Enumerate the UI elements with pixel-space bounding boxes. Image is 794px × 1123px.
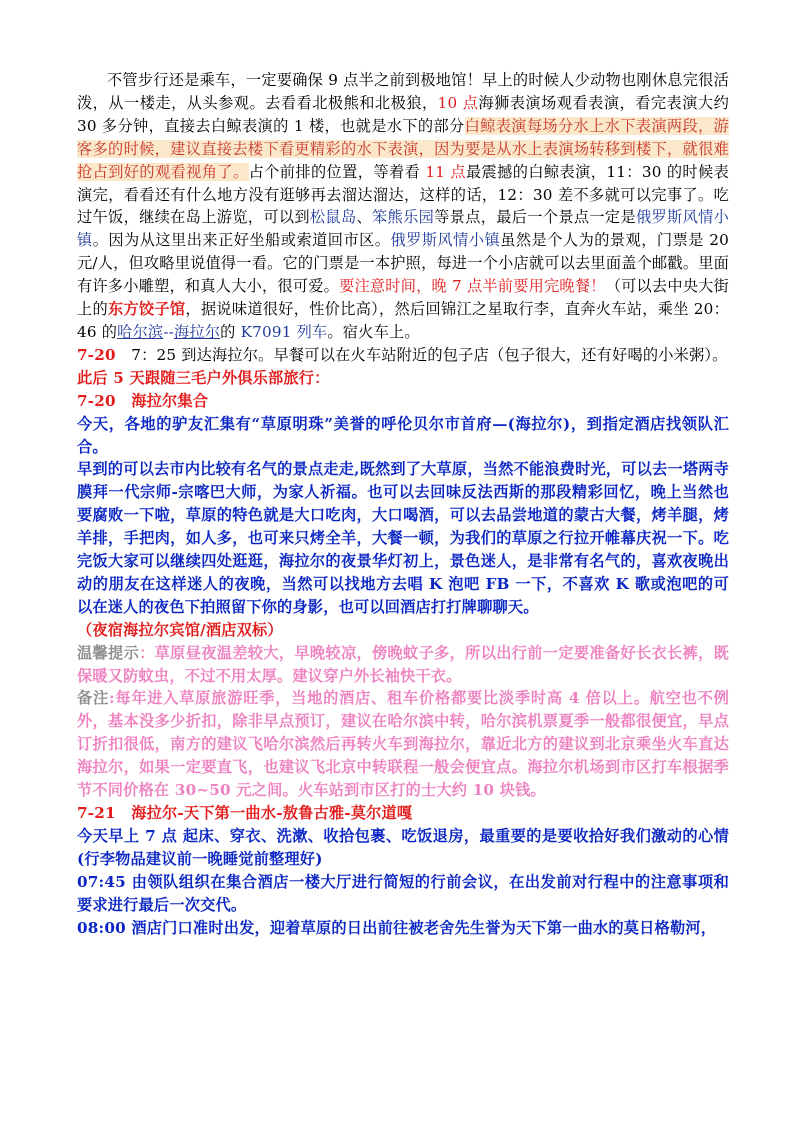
link-harbin[interactable]: 哈尔滨 xyxy=(117,322,164,341)
place-name: 笨熊乐园 xyxy=(372,208,435,227)
text: 由领队组织在集合酒店一楼大厅进行简短的行前会议，在出发前对行程中的注意事项和要求进行最后一次交代。 xyxy=(77,872,729,914)
train-number: K7091 列车 xyxy=(240,322,328,341)
day-title: 海拉尔集合 xyxy=(115,391,209,410)
document-page xyxy=(77,69,729,939)
text: -- xyxy=(163,322,174,341)
paragraph-gather: 今天，各地的驴友汇集有“草原明珠”美誉的呼伦贝尔市首府—(海拉尔)，到指定酒店找领队汇合。 xyxy=(77,414,729,456)
lodging-note: （夜宿海拉尔宾馆/酒店双标） xyxy=(77,620,283,639)
text: 、 xyxy=(356,208,373,227)
place-name: 俄罗斯风情小镇 xyxy=(77,208,730,250)
text: 的 xyxy=(220,322,241,341)
place-name: 俄罗斯风情小镇 xyxy=(390,231,501,250)
link-hailar[interactable]: 海拉尔 xyxy=(174,322,221,341)
day-heading xyxy=(77,390,729,413)
paragraph-morning: 今天早上 7 点 起床、穿衣、洗漱、收拾包裹、吃饭退房，最重要的是要收拾好我们激动的心情(行李物品建议前一晚睡觉前整理好) xyxy=(77,826,729,868)
text: 酒店门口准时出发，迎着草原的日出前往被老舍先生誉为天下第一曲水的莫日格勒河， xyxy=(125,918,717,937)
date-label: 7-20 xyxy=(77,391,116,410)
highlighted-tip: 白鲸表演每场分水上水下表演两段，游客多的时候，建议直接去楼下看更精彩的水下表演，因为要是从水上表演场转移到楼下，就很难抢占到好的观看视角了。 xyxy=(77,116,729,181)
paragraph-remark xyxy=(77,687,729,802)
paragraph-departure xyxy=(77,917,729,940)
time-highlight: 10 点 xyxy=(437,93,479,112)
time-highlight: 11 点 xyxy=(425,162,466,181)
text: 。因为从这里出来正好坐船或索道回市区。 xyxy=(92,231,391,250)
text: 7：25 到达海拉尔。早餐可以在火车站附近的包子店（包子很大，还有好喝的小米粥）。 xyxy=(115,345,728,364)
time-label: 07:45 xyxy=(77,872,126,891)
time-label: 08:00 xyxy=(77,918,126,937)
text: 最震撼的白鲸表演，11：30 的时候表演完，看看还有什么地方没有逛够再去溜达溜达，这样的话，12：30 差不多就可以完事了。吃过午饭，继续在岛上游览，可以到 xyxy=(77,162,729,227)
text: 虽然是个人为的景观，门票是 20 元/人，但攻略里说值得一看。它的门票是一本护照，每进一个小店就可以去里面盖个邮戳。里面有许多小雕塑，和真人大小，很可爱。 xyxy=(77,231,729,296)
paragraph-meeting xyxy=(77,871,729,917)
tip-label: 温馨提示 xyxy=(77,643,140,662)
text: ，据说味道很好，性价比高），然后回锦江之星取行李，直奔火车站，乘坐 20：46 的 xyxy=(77,300,730,341)
paragraph-arrival xyxy=(77,344,729,367)
text: 不管步行还是乘车，一定要确保 9 点半之前到极地馆！早上的时候人少动物也刚休息完很活泼，从一楼走，从头参观。去看看北极熊和北极狼， xyxy=(77,71,729,112)
remark-label: 备注 xyxy=(77,689,109,708)
text: （可以去中央大街上的 xyxy=(77,277,729,319)
section-heading: 此后 5 天跟随三毛户外俱乐部旅行： xyxy=(77,368,330,387)
day-heading xyxy=(77,802,729,825)
warning-text: 要注意时间，晚 7 点半前要用完晚餐！ xyxy=(339,277,606,296)
text: 海狮表演场观看表演，看完表演大约 30 多分钟，直接去白鲸表演的 1 楼，也就是水下的部分 xyxy=(77,93,729,135)
text: 占个前排的位置，等着看 xyxy=(248,162,426,181)
text: 等景点，最后一个景点一定是 xyxy=(434,208,636,227)
place-name: 松鼠岛 xyxy=(309,208,357,227)
paragraph-itinerary xyxy=(77,69,729,344)
paragraph-tip xyxy=(77,642,729,688)
restaurant-name: 东方饺子馆 xyxy=(107,300,186,319)
text: 。宿火车上。 xyxy=(327,322,420,341)
tip-text: ：草原昼夜温差较大，早晚较凉，傍晚蚊子多，所以出行前一定要准备好长衣长裤，既保暖又防蚊虫，不过不用太厚。建议穿户外长袖快干衣。 xyxy=(77,643,729,685)
date-label: 7-20 xyxy=(77,345,116,364)
paragraph-early-arrival: 早到的可以去市内比较有名气的景点走走,既然到了大草原，当然不能浪费时光，可以去一塔两寺膜拜一代宗师-宗喀巴大师，为家人祈福。也可以去回味反法西斯的那段精彩回忆，晚上当然也要腐败一下啦，草原的特色就是大口吃肉，大口喝酒，可以去品尝地道的蒙古大餐，烤羊腿，烤羊排，手把肉，如人多，也可来只烤全羊，大餐一顿，为我们的草原之行拉开帷幕庆祝一下。吃完饭大家可以继续四处逛逛，海拉尔的夜景华灯初上，景色迷人，是非常有名气的，喜欢夜晚出动的朋友在这样迷人的夜晚，当然可以找地方去唱 K 泡吧 FB 一下，不喜欢 K 歌或泡吧的可以在迷人的夜色下拍照留下你的身影，也可以回酒店打打牌聊聊天。 xyxy=(77,460,729,616)
remark-text: :每年进入草原旅游旺季，当地的酒店、租车价格都要比淡季时高 4 倍以上。航空也不例外，基本没多少折扣，除非早点预订，建议在哈尔滨中转，哈尔滨机票夏季一般都很便宜，早点订折扣很低，南方的建议飞哈尔滨然后再转火车到海拉尔，靠近北方的建议到北京乘坐火车直达海拉尔，如果一定要直飞，也建议飞北京中转联程一般会便宜点。海拉尔机场到市区打车根据季节不同价格在 30~50 元之间。火车站到市区打的士大约 10 块钱。 xyxy=(77,689,729,800)
day-title: 海拉尔-天下第一曲水-敖鲁古雅-莫尔道嘎 xyxy=(115,804,413,822)
date-label: 7-21 xyxy=(77,804,116,822)
